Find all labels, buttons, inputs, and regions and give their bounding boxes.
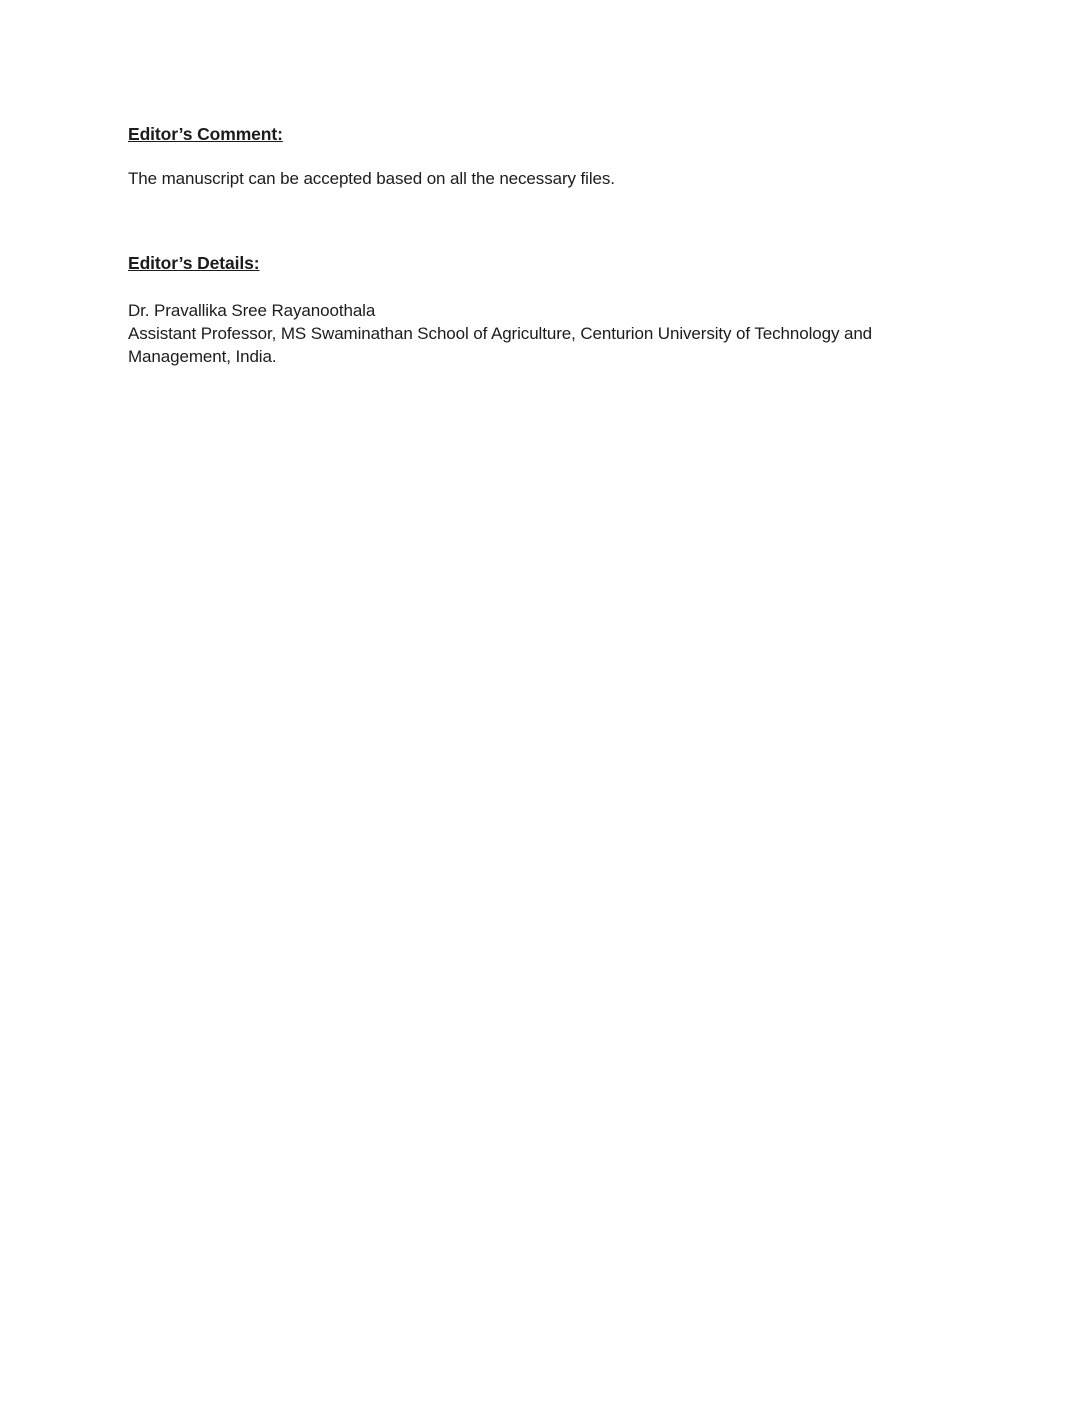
editor-affiliation-line-2: Management, India. — [128, 347, 277, 366]
editors-comment-heading: Editor’s Comment: — [128, 124, 283, 144]
editor-affiliation-line-1: Assistant Professor, MS Swaminathan School of Agriculture, Centurion University of Technology and — [128, 324, 873, 343]
editors-details-block — [128, 299, 928, 368]
document-content — [128, 123, 928, 368]
editor-name-line: Dr. Pravallika Sree Rayanoothala — [128, 301, 376, 320]
editors-comment-text: The manuscript can be accepted based on all the necessary files. — [128, 169, 615, 188]
editors-details-heading: Editor’s Details: — [128, 253, 260, 273]
